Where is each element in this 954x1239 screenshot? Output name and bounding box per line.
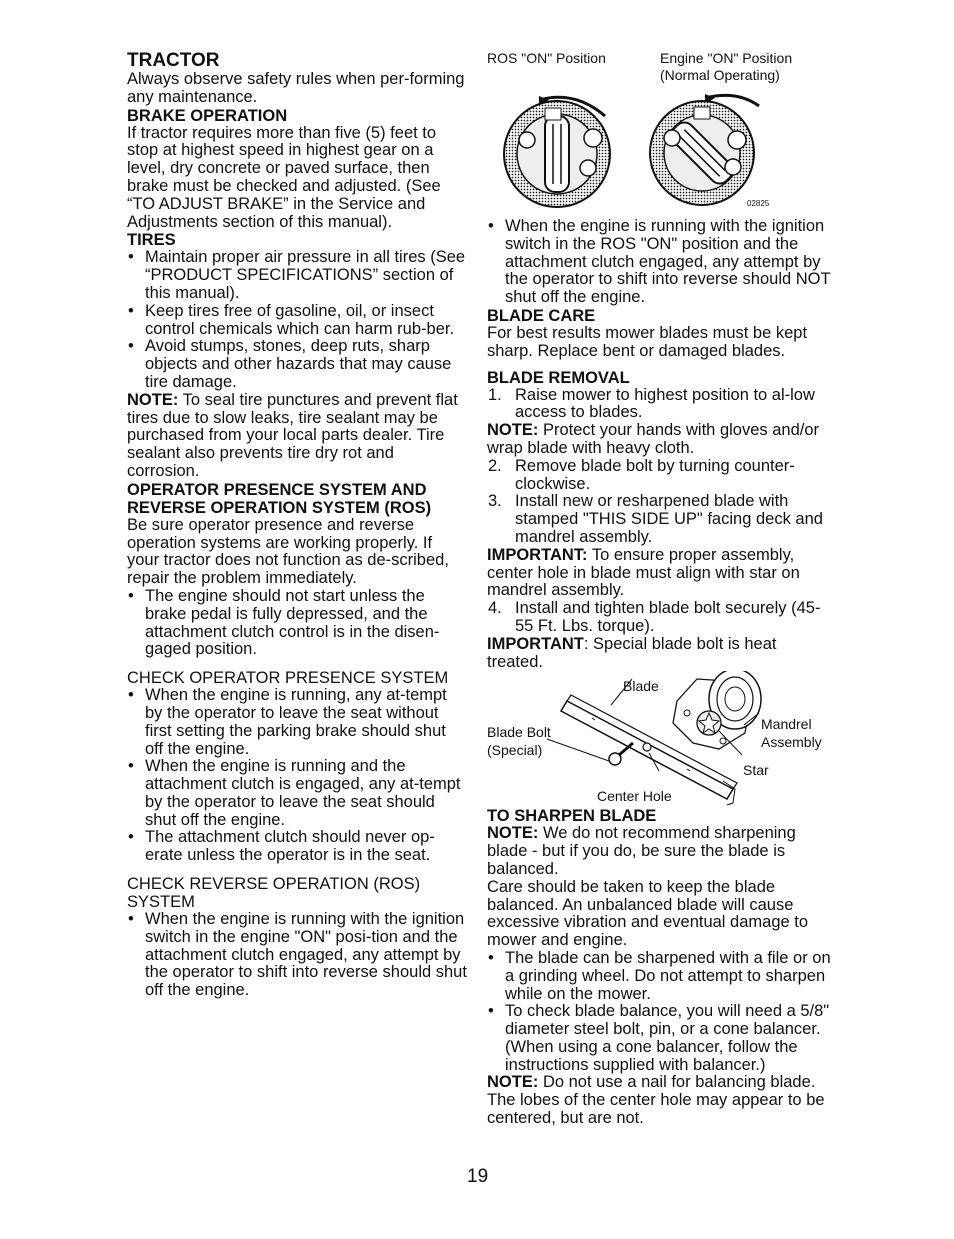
final-note <box>487 1074 837 1127</box>
brake-operation-heading: BRAKE OPERATION <box>127 106 288 125</box>
list-item: • The engine should not start unless the brake pedal is fully depressed, and the attachment clutch control is in the disen-gaged position. <box>127 588 467 659</box>
list-item: • When the engine is running with the ignition switch in the engine "ON" posi-tion and the attachment clutch engaged, any attempt by the operator to shift into reverse should shut off the engine. <box>127 911 467 1000</box>
ops-text: Be sure operator presence and reverse operation systems are working properly. If your tractor does not function as de-scribed, repair the problem immediately. <box>127 515 449 588</box>
list-item: • Keep tires free of gasoline, oil, or insect control chemicals which can harm rub-ber. <box>127 303 467 339</box>
step-text: Install and tighten blade bolt securely (45-55 Ft. Lbs. torque). <box>515 599 821 635</box>
blade-assembly-figure <box>487 671 837 807</box>
blade-assembly-drawing <box>487 671 837 807</box>
blade-removal-steps-3 <box>487 600 837 636</box>
page-number: 19 <box>467 1166 489 1187</box>
tires-list <box>127 249 467 391</box>
important-note-1 <box>487 547 837 600</box>
important-text: : Special blade bolt is heat treated. <box>487 634 777 671</box>
check-operator-presence-heading: CHECK OPERATOR PRESENCE SYSTEM <box>127 669 449 688</box>
mandrel-label: Mandrel <box>761 716 812 733</box>
figure-code: 02825 <box>747 199 770 208</box>
important-note-2 <box>487 636 837 672</box>
blade-removal-steps <box>487 387 837 423</box>
sharpen-list <box>487 950 837 1075</box>
tires-heading: TIRES <box>127 231 176 250</box>
list-item: • The blade can be sharpened with a file or on a grinding wheel. Do not attempt to sharpen while on the mower. <box>487 950 837 1003</box>
blade-care-text: For best results mower blades must be kept sharp. Replace bent or damaged blades. <box>487 323 808 360</box>
star-label: Star <box>743 762 769 779</box>
important-label: IMPORTANT: <box>487 545 588 564</box>
check-ros-list <box>127 911 467 1000</box>
note-label: NOTE: <box>487 421 539 440</box>
blade-label: Blade <box>623 678 659 695</box>
check-ros-heading: CHECK REVERSE OPERATION (ROS) SYSTEM <box>127 875 421 912</box>
list-item: • When the engine is running, any at-tempt by the operator to leave the seat without first setting the parking brake should shut off the engine. <box>127 687 467 758</box>
engine-on-label: Engine "ON" Position <box>660 50 793 66</box>
ros-switch-icon <box>504 96 610 207</box>
note-label: NOTE: <box>487 1073 539 1092</box>
ros-on-label: ROS "ON" Position <box>487 50 606 66</box>
list-item: • The attachment clutch should never op-erate unless the operator is in the seat. <box>127 829 467 865</box>
check-ops-list <box>127 687 467 865</box>
left-column <box>127 50 467 1000</box>
note-text: Do not use a nail for balancing blade. The lobes of the center hole may appear to be centered, but are not. <box>487 1073 825 1128</box>
step-text: Install new or resharpened blade with stamped "THIS SIDE UP" facing deck and mandrel assembly. <box>515 492 823 546</box>
list-item: • Avoid stumps, stones, deep ruts, sharp objects and other hazards that may cause tire damage. <box>127 338 467 391</box>
brake-operation-text: If tractor requires more than five (5) feet to stop at highest speed in highest gear on a level, dry concrete or paved surface, then brake must be checked and adjusted. (See “TO ADJUST BRAKE” in the Service and Adjustments section of this manual). <box>127 123 441 231</box>
list-item: • When the engine is running with the ignition switch in the ROS "ON" position and the attachment clutch engaged, any attempt by the operator to shift into reverse should NOT shut off the engine. <box>487 218 837 307</box>
list-item: 4. Install and tighten blade bolt securely (45-55 Ft. Lbs. torque). <box>488 599 821 635</box>
list-item: • To check blade balance, you will need a 5/8" diameter steel bolt, pin, or a cone balancer. (When using a cone balancer, follow the instructions supplied with balancer.) <box>487 1003 837 1074</box>
blade-removal-steps-2 <box>487 458 837 547</box>
list-item: • When the engine is running and the attachment clutch is engaged, any at-tempt by the operator to leave the seat should shut off the engine. <box>127 758 467 829</box>
note-label: NOTE: <box>487 824 539 843</box>
normal-operating-label: (Normal Operating) <box>660 67 780 83</box>
right-column <box>487 50 837 1128</box>
important-label: IMPORTANT <box>487 634 584 653</box>
tractor-heading: TRACTOR <box>127 50 220 71</box>
ignition-switch-drawing <box>487 50 837 210</box>
ops-list <box>127 588 467 659</box>
note-text: We do not recommend sharpening blade - but if you do, be sure the blade is balanced. <box>487 824 796 878</box>
ros-list <box>487 218 837 307</box>
tires-note <box>127 392 467 481</box>
list-item: 1. Raise mower to highest position to al-low access to blades. <box>488 385 815 422</box>
note-label: NOTE: <box>127 390 179 409</box>
blade-bolt-label: Blade Bolt <box>487 724 551 741</box>
blade-removal-heading: BLADE REMOVAL <box>487 368 630 387</box>
blade-bolt-shape <box>609 743 633 765</box>
blade-note <box>487 422 837 458</box>
note-text: To seal tire punctures and prevent flat tires due to slow leaks, tire sealant may be purchased from your local parts dealer. Tire sealant also prevents tire dry rot and corrosion. <box>127 390 458 480</box>
step-text: Raise mower to highest position to al-low access to blades. <box>515 385 815 422</box>
list-item: 3. Install new or resharpened blade with stamped "THIS SIDE UP" facing deck and mandrel assembly. <box>488 492 823 546</box>
assembly-label: Assembly <box>761 734 822 751</box>
important-text: To ensure proper assembly, center hole in blade must align with star on mandrel assembly. <box>487 545 800 600</box>
engine-on-switch-icon <box>650 94 759 205</box>
sharpen-text: Care should be taken to keep the blade balanced. An unbalanced blade will cause excessive vibration and eventual damage to mower and engine. <box>487 877 809 950</box>
mandrel-assembly-shape <box>673 671 761 749</box>
tractor-intro: Always observe safety rules when per-forming any maintenance. <box>127 70 465 106</box>
blade-care-heading: BLADE CARE <box>487 306 596 325</box>
note-text: Protect your hands with gloves and/or wrap blade with heavy cloth. <box>487 421 820 457</box>
list-item: • Maintain proper air pressure in all tires (See “PRODUCT SPECIFICATIONS” section of this manual). <box>127 249 467 302</box>
center-hole-label: Center Hole <box>597 788 672 805</box>
ops-heading: OPERATOR PRESENCE SYSTEM AND REVERSE OPERATION SYSTEM (ROS) <box>127 480 432 517</box>
to-sharpen-blade-heading: TO SHARPEN BLADE <box>487 807 657 826</box>
blade-bolt-special-label: (Special) <box>487 742 543 759</box>
step-text: Remove blade bolt by turning counter-clockwise. <box>515 456 795 493</box>
ignition-switch-figure <box>487 50 837 210</box>
list-item: 2. Remove blade bolt by turning counter-clockwise. <box>488 456 795 493</box>
sharpen-note <box>487 825 837 878</box>
